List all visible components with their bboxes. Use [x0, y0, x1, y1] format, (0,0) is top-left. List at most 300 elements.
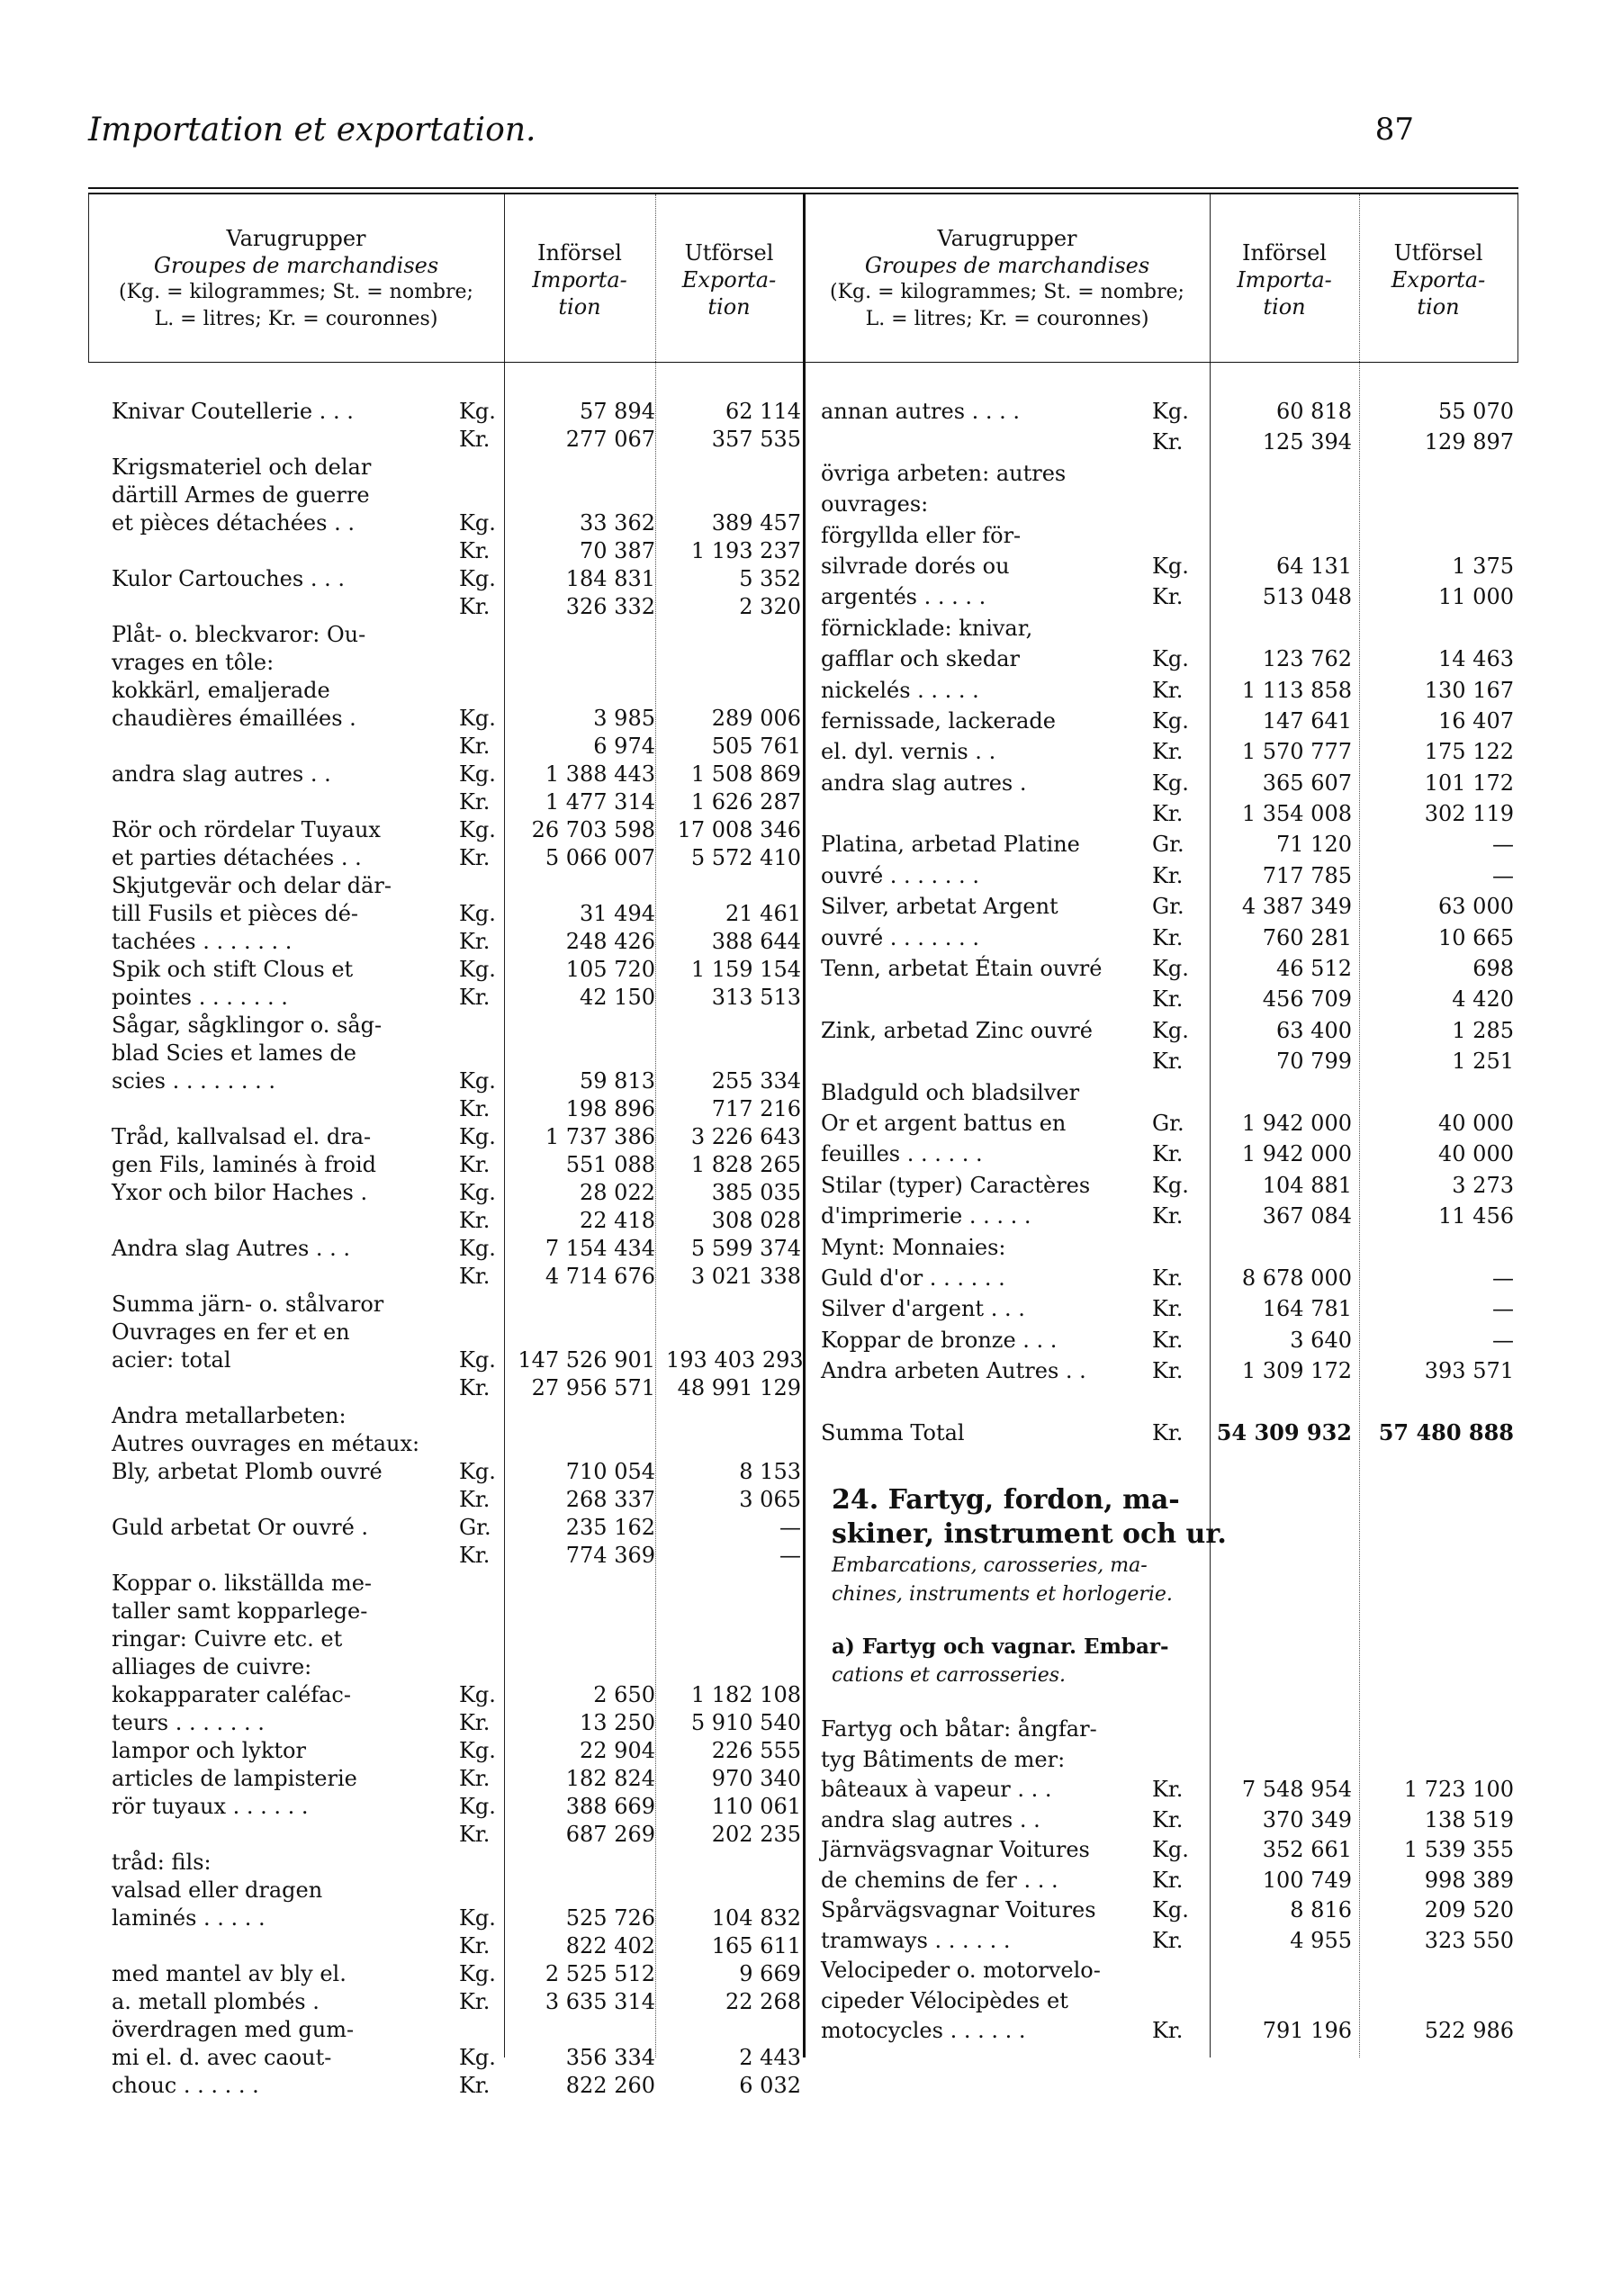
- export-value: 209 520: [1424, 1897, 1514, 1922]
- row-unit: Kr.: [1152, 1358, 1184, 1384]
- import-sv-right: Införsel: [1242, 240, 1327, 266]
- row-unit: Kr.: [1152, 1327, 1184, 1353]
- row-label: gafflar och skedar: [821, 646, 1020, 672]
- groups-sv-right: Varugrupper: [937, 226, 1077, 251]
- table-row: [112, 536, 801, 563]
- row-label: lampor och lyktor: [112, 1738, 306, 1763]
- row-label: ringar: Cuivre etc. et: [112, 1626, 343, 1652]
- row-label: Krigsmateriel och delar: [112, 455, 372, 480]
- import-value: 4 714 676: [545, 1264, 655, 1289]
- row-unit: Kr.: [459, 1989, 491, 2014]
- row-unit: Kg.: [459, 706, 496, 731]
- import-sv: Införsel: [537, 240, 622, 266]
- import-value: 791 196: [1262, 2018, 1352, 2043]
- row-unit: Kr.: [459, 1208, 491, 1233]
- row-unit: Kr.: [1152, 2018, 1184, 2043]
- table-row: [821, 1325, 1514, 1355]
- export-value: —: [779, 1515, 801, 1540]
- export-value: 1 626 287: [690, 789, 801, 815]
- row-unit: Kr.: [459, 1152, 491, 1177]
- section-24-title-2: skiner, instrument och ur.: [832, 1518, 1227, 1550]
- row-label: övriga arbeten: autres: [821, 460, 1067, 486]
- row-unit: Kg.: [1152, 1897, 1189, 1922]
- import-value: 456 709: [1262, 986, 1352, 1013]
- export-value: 3 226 643: [690, 1124, 801, 1149]
- table-row: [821, 1263, 1514, 1293]
- row-label: argentés . . . . .: [821, 584, 986, 610]
- export-value: —: [1492, 1265, 1514, 1291]
- row-label: Rör och rördelar Tuyaux: [112, 817, 381, 842]
- row-unit: Kg.: [459, 510, 496, 536]
- export-value: 3 021 338: [690, 1264, 801, 1289]
- row-unit: Kr.: [1152, 924, 1184, 950]
- subsection-a-1: a) Fartyg och vagnar. Embar-: [832, 1634, 1169, 1659]
- table-row: [112, 1121, 801, 1149]
- row-label: ouvrages:: [821, 491, 929, 518]
- row-unit: Kr.: [459, 1543, 491, 1568]
- export-value: 5 572 410: [690, 845, 801, 870]
- row-unit: Kg.: [459, 1459, 496, 1484]
- export-value: 357 535: [711, 427, 801, 452]
- row-label: Stilar (typer) Caractères: [821, 1172, 1091, 1198]
- import-value: 687 269: [565, 1822, 655, 1847]
- row-label: taller samt kopparlege-: [112, 1598, 368, 1624]
- export-value: 129 897: [1424, 429, 1514, 455]
- table-row: [112, 759, 801, 787]
- row-unit: Gr.: [1152, 1110, 1184, 1136]
- row-unit: Gr.: [1152, 894, 1184, 920]
- table-row: [821, 1955, 1514, 1985]
- export-value: 1 723 100: [1403, 1777, 1514, 1802]
- row-unit: Kr.: [1152, 1141, 1184, 1167]
- table-row: [112, 2014, 796, 2042]
- row-unit: Kg.: [459, 399, 496, 424]
- table-row: [821, 1418, 1514, 1448]
- table-row: [821, 458, 1514, 489]
- import-value: 4 387 349: [1241, 894, 1352, 920]
- row-label: Andra arbeten Autres . .: [821, 1358, 1086, 1384]
- import-value: 104 881: [1262, 1172, 1352, 1198]
- row-label: Tenn, arbetat Étain ouvré: [821, 956, 1103, 982]
- table-row: [112, 954, 801, 982]
- row-unit: Kr.: [1152, 584, 1184, 610]
- row-unit: Kg.: [459, 1347, 496, 1373]
- export-sv: Utförsel: [684, 240, 774, 266]
- row-label: Zink, arbetad Zinc ouvré: [821, 1017, 1093, 1043]
- export-value: 1 193 237: [690, 538, 801, 563]
- table-row: [821, 551, 1514, 581]
- export-value: 388 644: [711, 929, 801, 954]
- table-row: [821, 923, 1514, 953]
- row-label: Platina, arbetad Platine: [821, 832, 1080, 858]
- import-value: 57 894: [580, 399, 655, 424]
- row-unit: Kr.: [1152, 1927, 1184, 1953]
- row-label: acier: total: [112, 1347, 231, 1373]
- export-value: 1 539 355: [1403, 1837, 1514, 1862]
- export-value: 48 991 129: [677, 1375, 801, 1400]
- row-label: blad Scies et lames de: [112, 1040, 356, 1066]
- table-row: [112, 1484, 801, 1512]
- row-label: Guld d'or . . . . . .: [821, 1265, 1005, 1291]
- import-value: 760 281: [1262, 924, 1352, 950]
- import-value: 717 785: [1262, 862, 1352, 888]
- row-unit: Kg.: [459, 566, 496, 591]
- row-unit: Kr.: [1152, 429, 1184, 455]
- import-value: 1 309 172: [1241, 1358, 1352, 1384]
- right-import-header: [1211, 239, 1357, 320]
- row-unit: Kg.: [1152, 707, 1189, 734]
- export-value: 5 352: [739, 566, 801, 591]
- import-value: 2 525 512: [545, 1961, 655, 1986]
- right-groups-header: [806, 225, 1208, 333]
- import-value: 13 250: [580, 1710, 655, 1735]
- export-value: 1 508 869: [690, 761, 801, 787]
- table-row: [112, 1763, 801, 1791]
- export-value: 63 000: [1438, 894, 1514, 920]
- table-row: [112, 1624, 796, 1652]
- table-row: [112, 480, 796, 508]
- row-label: Fartyg och båtar: ångfar-: [821, 1716, 1097, 1742]
- table-row: [112, 675, 796, 703]
- table-row: [112, 508, 801, 536]
- export-value: 11 456: [1438, 1203, 1514, 1229]
- export-value: 193 403 293: [666, 1347, 804, 1373]
- top-rule: [88, 187, 1518, 189]
- table-row: [821, 1015, 1514, 1046]
- row-unit: Kr.: [1152, 1296, 1184, 1322]
- import-value: 525 726: [565, 1905, 655, 1931]
- row-unit: Kg.: [1152, 553, 1189, 579]
- export-value: 17 008 346: [677, 817, 801, 842]
- row-label: gen Fils, laminés à froid: [112, 1152, 377, 1177]
- import-value: 365 607: [1262, 770, 1352, 796]
- table-row: [821, 581, 1514, 612]
- export-value: 289 006: [711, 706, 801, 731]
- table-row: [112, 563, 801, 591]
- import-value: 7 548 954: [1241, 1777, 1352, 1802]
- row-label: andra slag autres . .: [112, 761, 331, 787]
- row-unit: Kr.: [459, 594, 491, 619]
- row-label: mi el. d. avec caout-: [112, 2045, 332, 2070]
- export-value: 1 159 154: [690, 957, 801, 982]
- row-unit: Kg.: [459, 817, 496, 842]
- subsection-a-2: cations et carrosseries.: [832, 1664, 1067, 1687]
- export-value: 202 235: [711, 1822, 801, 1847]
- row-unit: Kg.: [459, 1682, 496, 1707]
- table-row: [821, 489, 1514, 519]
- row-unit: Kg.: [459, 1738, 496, 1763]
- export-value: 1 182 108: [690, 1682, 801, 1707]
- row-label: et parties détachées . .: [112, 845, 362, 870]
- table-row: [821, 1925, 1514, 1956]
- import-value: 352 661: [1262, 1837, 1352, 1862]
- row-label: et pièces détachées . .: [112, 510, 355, 536]
- export-value: 40 000: [1438, 1110, 1514, 1136]
- row-label: Summa järn- o. stålvaror: [112, 1292, 384, 1317]
- row-unit: Kg.: [1152, 1017, 1189, 1043]
- table-row: [821, 675, 1514, 706]
- table-row: [112, 1903, 801, 1931]
- table-row: [821, 829, 1514, 860]
- export-value: —: [1492, 1296, 1514, 1322]
- table-row: [821, 1895, 1514, 1925]
- import-value: 8 678 000: [1241, 1265, 1352, 1291]
- export-value: 313 513: [711, 985, 801, 1010]
- left-table-body: [112, 396, 804, 2098]
- row-label: chouc . . . . . .: [112, 2073, 259, 2098]
- export-value: 8 153: [739, 1459, 801, 1484]
- row-unit: Kg.: [459, 957, 496, 982]
- import-fr-1: Importa-: [532, 267, 627, 293]
- table-row: [821, 644, 1514, 674]
- row-label: Autres ouvrages en métaux:: [112, 1431, 420, 1456]
- table-row: [821, 1714, 1514, 1744]
- row-label: rör tuyaux . . . . . .: [112, 1794, 309, 1819]
- row-label: Koppar o. likställda me-: [112, 1571, 373, 1596]
- table-row: [112, 396, 801, 424]
- row-unit: Kr.: [459, 1375, 491, 1400]
- import-value: 235 162: [565, 1515, 655, 1540]
- table-row: [112, 1791, 801, 1819]
- import-value: 1 570 777: [1241, 739, 1352, 765]
- export-value: 226 555: [711, 1738, 801, 1763]
- row-label: a. metall plombés .: [112, 1989, 320, 2014]
- row-unit: Gr.: [459, 1515, 491, 1540]
- table-row: [112, 1540, 801, 1568]
- table-row: [112, 1735, 801, 1763]
- row-unit: Kr.: [459, 789, 491, 815]
- import-fr-1-right: Importa-: [1237, 267, 1332, 293]
- units-line-1-right: (Kg. = kilogrammes; St. = nombre;: [830, 281, 1184, 303]
- export-value: 3 065: [739, 1487, 801, 1512]
- export-value: 2 320: [739, 594, 801, 619]
- export-value: 3 273: [1452, 1172, 1514, 1198]
- table-row: [112, 1456, 801, 1484]
- table-row: [821, 1201, 1514, 1231]
- groups-fr: Groupes de marchandises: [153, 253, 439, 278]
- row-label: laminés . . . . .: [112, 1905, 266, 1931]
- import-value: 123 762: [1262, 646, 1352, 672]
- export-value: 970 340: [711, 1766, 801, 1791]
- import-value: 1 113 858: [1241, 677, 1352, 703]
- row-unit: Kg.: [1152, 956, 1189, 982]
- row-label: Plåt- o. bleckvaror: Ou-: [112, 622, 366, 647]
- row-unit: Kr.: [459, 1487, 491, 1512]
- import-value: 6 974: [593, 734, 655, 759]
- table-row: [821, 1108, 1514, 1139]
- row-label: Sågar, sågklingor o. såg-: [112, 1013, 383, 1038]
- row-unit: Kr.: [1152, 1867, 1184, 1893]
- table-row: [112, 2070, 801, 2098]
- row-label: Knivar Coutellerie . . .: [112, 399, 354, 424]
- table-row: [112, 1400, 796, 1428]
- import-value: 822 260: [565, 2073, 655, 2098]
- import-value: 63 400: [1276, 1017, 1352, 1043]
- row-unit: Kg.: [459, 901, 496, 926]
- table-row: [821, 736, 1514, 767]
- row-label: Skjutgevär och delar där-: [112, 873, 392, 898]
- export-fr-2: tion: [707, 294, 751, 320]
- groups-fr-right: Groupes de marchandises: [864, 253, 1150, 278]
- import-value: 54 309 932: [1216, 1418, 1352, 1445]
- row-label: Velocipeder o. motorvelo-: [821, 1958, 1101, 1983]
- import-value: 46 512: [1276, 956, 1352, 982]
- import-value: 27 956 571: [531, 1375, 655, 1400]
- table-row: [112, 1596, 796, 1624]
- export-value: —: [1492, 1327, 1514, 1353]
- left-groups-header: [90, 225, 502, 333]
- row-label: med mantel av bly el.: [112, 1961, 347, 1986]
- table-row: [112, 926, 801, 954]
- table-row: [112, 1986, 801, 2014]
- center-divider: [803, 194, 806, 2057]
- row-unit: Kr.: [459, 1933, 491, 1958]
- section-24-title-1: 24. Fartyg, fordon, ma-: [832, 1484, 1180, 1516]
- row-label: tramways . . . . . .: [821, 1927, 1011, 1953]
- table-row: [821, 1744, 1514, 1775]
- row-label: ouvré . . . . . . .: [821, 924, 979, 950]
- row-unit: Kr.: [1152, 739, 1184, 765]
- export-fr-2-right: tion: [1417, 294, 1460, 320]
- table-row: [112, 1289, 796, 1317]
- import-value: 388 669: [565, 1794, 655, 1819]
- import-value: 1 737 386: [545, 1124, 655, 1149]
- export-value: 104 832: [711, 1905, 801, 1931]
- import-value: 147 526 901: [518, 1347, 655, 1373]
- table-row: [112, 1679, 801, 1707]
- export-value: 62 114: [725, 399, 801, 424]
- section-24-heading: [832, 1483, 1227, 1690]
- row-label: andra slag autres .: [821, 770, 1027, 796]
- table-row: [112, 1094, 801, 1121]
- table-row: [112, 1317, 796, 1345]
- export-value: 698: [1472, 956, 1514, 982]
- row-unit: Kr.: [1152, 1049, 1184, 1075]
- import-value: 22 418: [580, 1208, 655, 1233]
- table-row: [821, 953, 1514, 984]
- row-label: nickelés . . . . .: [821, 677, 979, 703]
- table-row: [112, 591, 801, 619]
- row-label: articles de lampisterie: [112, 1766, 357, 1791]
- export-value: 255 334: [711, 1068, 801, 1094]
- row-unit: Kg.: [1152, 399, 1189, 424]
- export-value: 5 599 374: [690, 1236, 801, 1261]
- row-label: Andra slag Autres . . .: [112, 1236, 351, 1261]
- import-value: 248 426: [565, 929, 655, 954]
- export-fr-1: Exporta-: [681, 267, 777, 293]
- row-label: tråd: fils:: [112, 1850, 212, 1875]
- import-value: 1 388 443: [545, 761, 655, 787]
- import-fr-2-right: tion: [1263, 294, 1306, 320]
- frame-right: [1517, 194, 1518, 362]
- table-row: [112, 452, 796, 480]
- section-24-subtitle-1: Embarcations, carosseries, ma-: [832, 1554, 1148, 1577]
- row-unit: Kr.: [459, 1096, 491, 1121]
- table-row: [112, 1847, 796, 1875]
- import-value: 198 896: [565, 1096, 655, 1121]
- import-value: 105 720: [565, 957, 655, 982]
- table-row: [112, 1261, 801, 1289]
- import-value: 710 054: [565, 1459, 655, 1484]
- row-label: motocycles . . . . . .: [821, 2018, 1026, 2043]
- table-row: [112, 1149, 801, 1177]
- row-label: valsad eller dragen: [112, 1877, 323, 1903]
- import-value: 326 332: [565, 594, 655, 619]
- import-value: 59 813: [580, 1068, 655, 1094]
- import-value: 31 494: [580, 901, 655, 926]
- table-row: [821, 891, 1514, 922]
- export-value: 16 407: [1438, 707, 1514, 734]
- row-label: därtill Armes de guerre: [112, 482, 370, 508]
- row-label: Bladguld och bladsilver: [821, 1079, 1080, 1105]
- section-24-subtitle-2: chines, instruments et horlogerie.: [832, 1583, 1173, 1606]
- table-row: [821, 706, 1514, 736]
- row-unit: Kg.: [1152, 646, 1189, 672]
- table-row: [821, 1387, 1514, 1418]
- export-value: 22 268: [725, 1989, 801, 2014]
- row-label: cipeder Vélocipèdes et: [821, 1987, 1068, 2013]
- export-fr-1-right: Exporta-: [1391, 267, 1486, 293]
- table-row: [112, 1931, 801, 1958]
- export-value: 4 420: [1452, 986, 1514, 1013]
- import-value: 268 337: [565, 1487, 655, 1512]
- table-row: [821, 1046, 1514, 1076]
- import-value: 1 942 000: [1241, 1141, 1352, 1167]
- export-value: 110 061: [711, 1794, 801, 1819]
- export-value: 5 910 540: [690, 1710, 801, 1735]
- export-value: 717 216: [711, 1096, 801, 1121]
- row-label: andra slag autres . .: [821, 1806, 1040, 1832]
- export-value: 1 285: [1452, 1017, 1514, 1043]
- row-label: tachées . . . . . . .: [112, 929, 293, 954]
- table-row: [821, 984, 1514, 1014]
- table-row: [112, 1958, 801, 1986]
- row-unit: Kg.: [459, 1124, 496, 1149]
- import-value: 3 985: [593, 706, 655, 731]
- export-value: 11 000: [1438, 584, 1514, 610]
- right-table-body-2: [821, 1714, 1514, 2046]
- table-row: [112, 1345, 804, 1373]
- row-unit: Kr.: [1152, 862, 1184, 888]
- table-row: [112, 787, 801, 815]
- page-title: Importation et exportation.: [88, 112, 536, 149]
- table-row: [112, 1707, 801, 1735]
- import-value: 774 369: [565, 1543, 655, 1568]
- export-value: 522 986: [1424, 2018, 1514, 2043]
- row-label: Yxor och bilor Haches .: [112, 1180, 368, 1205]
- table-row: [112, 870, 796, 898]
- row-label: kokapparater caléfac-: [112, 1682, 351, 1707]
- export-value: 138 519: [1424, 1806, 1514, 1832]
- row-unit: Kg.: [459, 1961, 496, 1986]
- table-row: [821, 1170, 1514, 1201]
- row-unit: Kg.: [459, 1236, 496, 1261]
- table-row: [112, 1652, 796, 1679]
- import-value: 1 477 314: [545, 789, 655, 815]
- import-value: 184 831: [565, 566, 655, 591]
- row-label: bâteaux à vapeur . . .: [821, 1777, 1052, 1802]
- table-row: [821, 1232, 1514, 1263]
- frame-left: [88, 194, 89, 362]
- row-unit: Kg.: [1152, 1837, 1189, 1862]
- export-value: 40 000: [1438, 1141, 1514, 1167]
- row-label: el. dyl. vernis . .: [821, 739, 996, 765]
- table-row: [112, 1819, 801, 1847]
- row-unit: Kg.: [459, 1068, 496, 1094]
- import-value: 64 131: [1276, 553, 1352, 579]
- row-label: feuilles . . . . . .: [821, 1141, 983, 1167]
- table-row: [112, 1205, 801, 1233]
